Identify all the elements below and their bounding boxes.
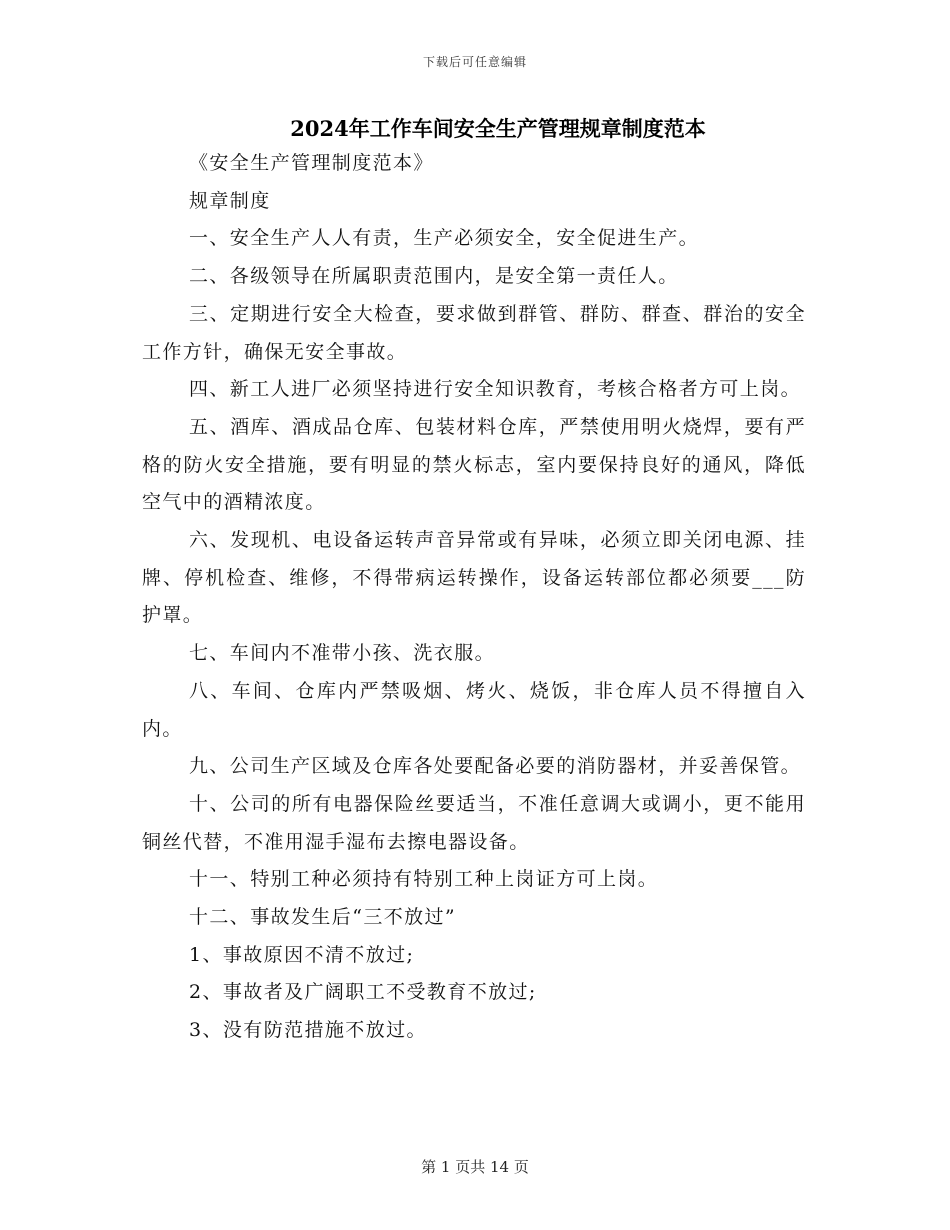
- paragraph-rule-8: 八、车间、仓库内严禁吸烟、烤火、烧饭，非仓库人员不得擅自入内。: [142, 679, 806, 740]
- paragraph-rule-5: 五、酒库、酒成品仓库、包装材料仓库，严禁使用明火烧焊，要有严格的防火安全措施，要有明显的禁火标志，室内要保持良好的通风，降低空气中的酒精浓度。: [142, 415, 806, 514]
- list-item-2: 2、事故者及广阔职工不受教育不放过;: [189, 981, 537, 1004]
- list-item-1: 1、事故原因不清不放过;: [189, 943, 415, 966]
- paragraph-rule-2: 二、各级领导在所属职责范围内，是安全第一责任人。: [189, 265, 679, 288]
- paragraph-rule-1: 一、安全生产人人有责，生产必须安全，安全促进生产。: [189, 227, 700, 250]
- paragraph-rule-10: 十、公司的所有电器保险丝要适当，不准任意调大或调小，更不能用铜丝代替，不准用湿手湿布去擦电器设备。: [142, 792, 806, 853]
- document-body: [142, 145, 806, 1050]
- paragraph-rule-6: 六、发现机、电设备运转声音异常或有异味，必须立即关闭电源、挂牌、停机检查、维修，不得带病运转操作，设备运转部位都必须要___防护罩。: [142, 529, 806, 627]
- paragraph-rule-11: 十一、特别工种必须持有特别工种上岗证方可上岗。: [189, 868, 659, 891]
- header-note: 下载后可任意编辑: [422, 55, 527, 69]
- list-item-3: 3、没有防范措施不放过。: [189, 1019, 427, 1042]
- paragraph-section-heading: 规章制度: [189, 189, 271, 212]
- paragraph-rule-3: 三、定期进行安全大检查，要求做到群管、群防、群查、群治的安全工作方针，确保无安全事故。: [142, 302, 806, 363]
- paragraph-rule-12: 十二、事故发生后“三不放过”: [189, 906, 457, 929]
- document-title: 2024年工作车间安全生产管理规章制度范本: [290, 116, 706, 141]
- paragraph-doc-name: 《安全生产管理制度范本》: [189, 152, 434, 174]
- paragraph-rule-7: 七、车间内不准带小孩、洗衣服。: [189, 642, 496, 665]
- paragraph-rule-4: 四、新工人进厂必须坚持进行安全知识教育，考核合格者方可上岗。: [189, 378, 802, 401]
- paragraph-rule-9: 九、公司生产区域及仓库各处要配备必要的消防器材，并妥善保管。: [189, 755, 802, 778]
- page-footer: 第 1 页共 14 页: [421, 1158, 529, 1176]
